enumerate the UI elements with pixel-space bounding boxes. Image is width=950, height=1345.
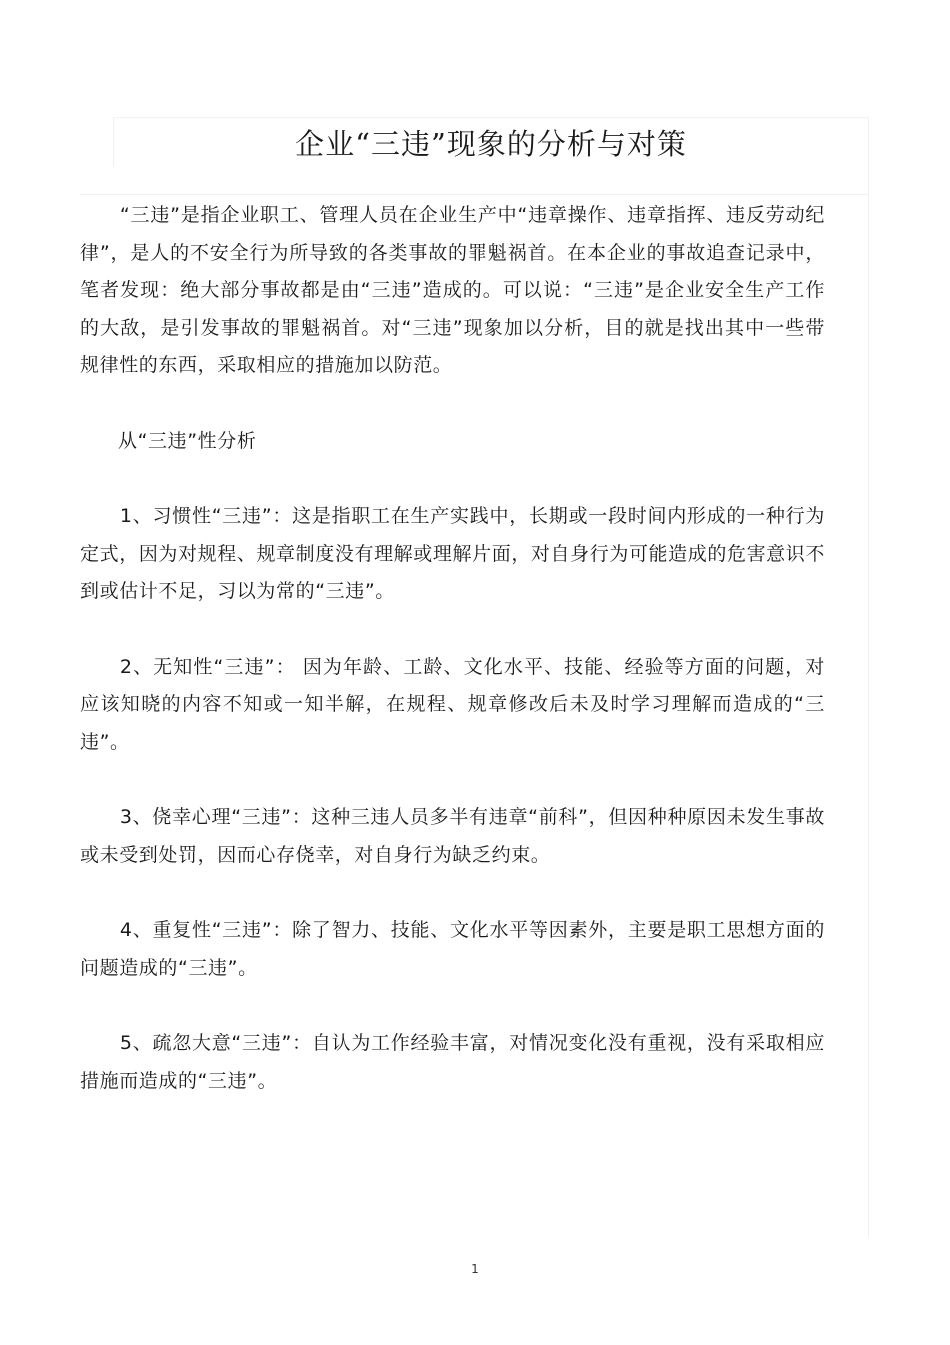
- page-frame-top-line: [113, 117, 869, 118]
- item-paragraph-1: 1、习惯性“三违”：这是指职工在生产实践中，长期或一段时间内形成的一种行为定式，因为对规程、规章制度没有理解或理解片面，对自身行为可能造成的危害意识不到或估计不足，习以为常的“三违”。: [80, 505, 825, 602]
- item-paragraph-4: 4、重复性“三违”：除了智力、技能、文化水平等因素外，主要是职工思想方面的问题造成的“三违”。: [80, 919, 825, 979]
- item-paragraph-3: 3、侥幸心理“三违”：这种三违人员多半有违章“前科”，但因种种原因未发生事故或未受到处罚，因而心存侥幸，对自身行为缺乏约束。: [80, 806, 825, 866]
- title-divider-line: [80, 194, 869, 195]
- intro-paragraph: “三违”是指企业职工、管理人员在企业生产中“违章操作、违章指挥、违反劳动纪律”，是人的不安全行为所导致的各类事故的罪魁祸首。在本企业的事故追查记录中，笔者发现：绝大部分事故都是由“三违”造成的。可以说：“三违”是企业安全生产工作的大敌，是引发事故的罪魁祸首。对“三违”现象加以分析，目的就是找出其中一些带规律性的东西，采取相应的措施加以防范。: [80, 204, 825, 376]
- page-frame-right-line: [868, 117, 869, 1237]
- document-title: 企业“三违”现象的分析与对策: [295, 127, 687, 161]
- document-body: [80, 197, 825, 1100]
- item-paragraph-5: 5、疏忽大意“三违”：自认为工作经验丰富，对情况变化没有重视，没有采取相应措施而造成的“三违”。: [80, 1032, 825, 1092]
- item-paragraph-2: 2、无知性“三违”： 因为年龄、工龄、文化水平、技能、经验等方面的问题，对应该知晓的内容不知或一知半解，在规程、规章修改后未及时学习理解而造成的“三违”。: [80, 655, 825, 753]
- page-number: 1: [471, 1262, 479, 1276]
- section-heading: 从“三违”性分析: [118, 429, 257, 452]
